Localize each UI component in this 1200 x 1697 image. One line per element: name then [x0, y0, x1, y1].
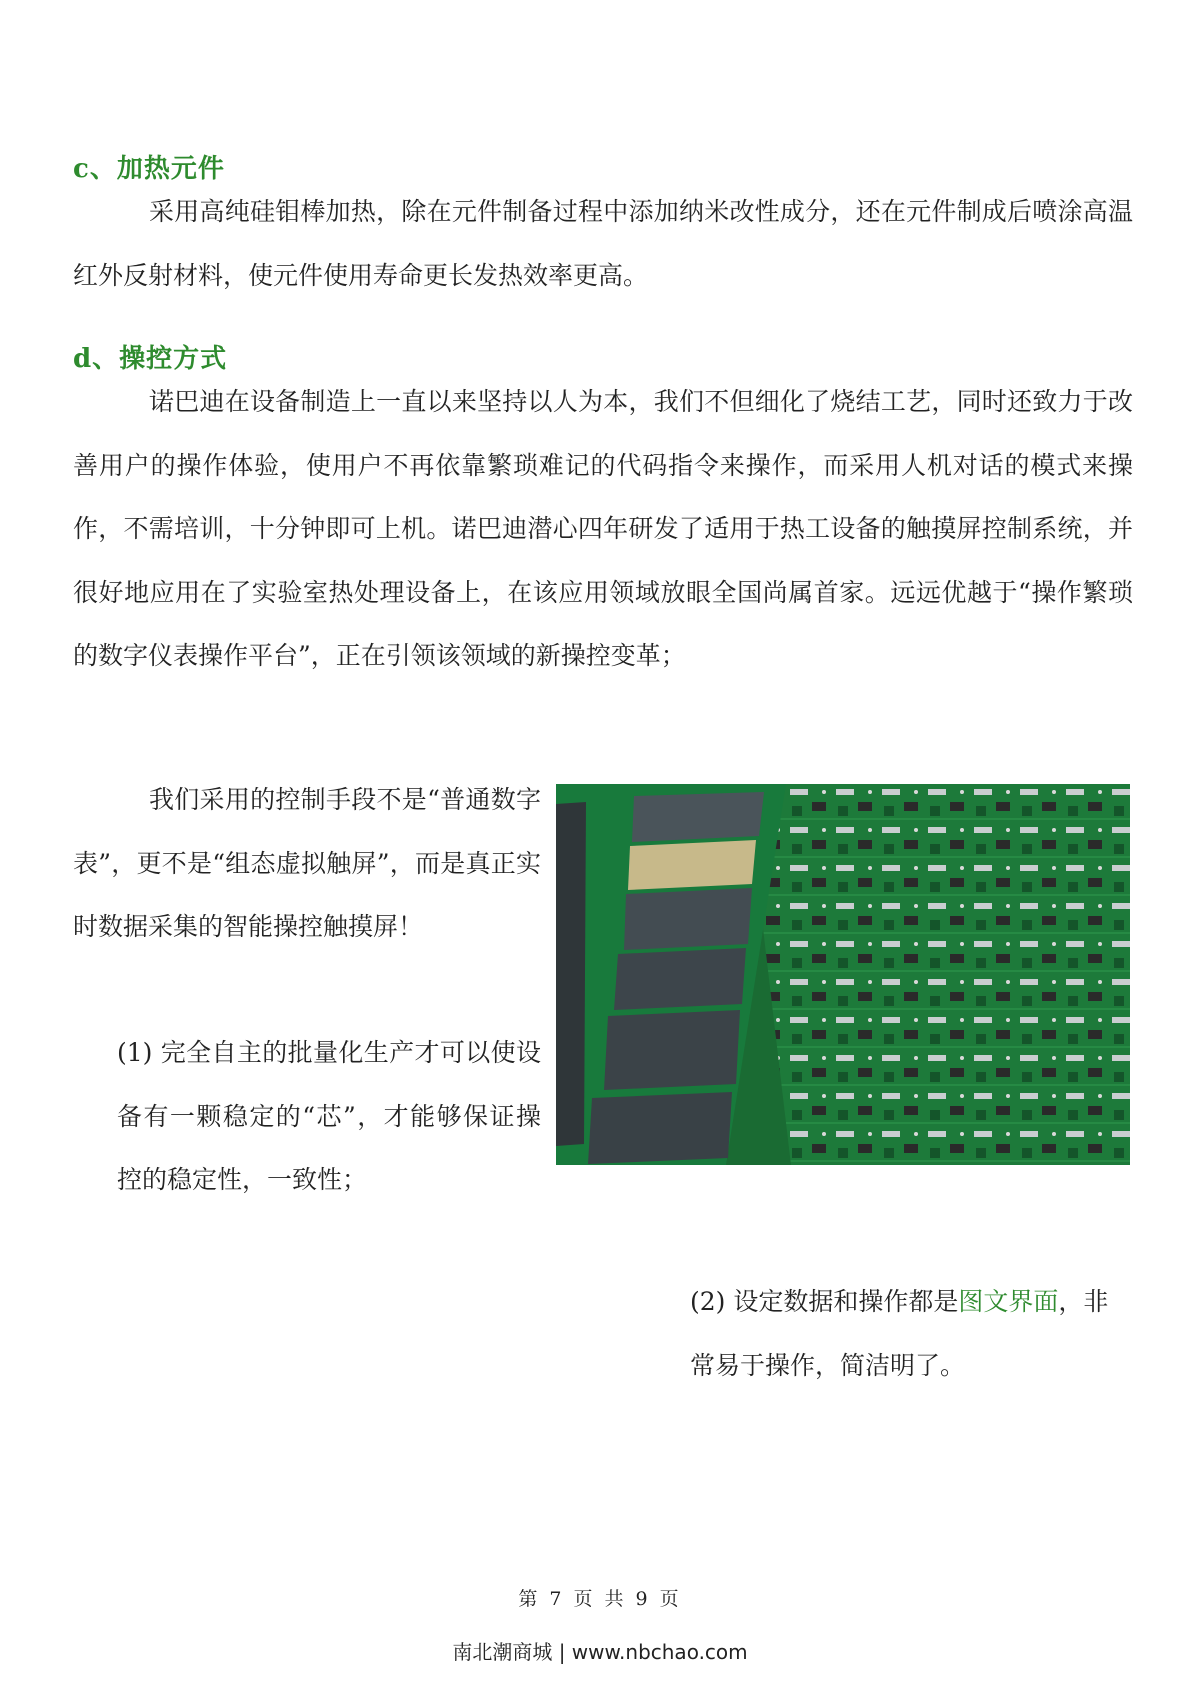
- list-item-1: (1) 完全自主的批量化生产才可以使设备有一颗稳定的“芯”，才能够保证操控的稳定性，一致性；: [117, 1038, 541, 1194]
- list-item-2-prefix: (2) 设定数据和操作都是: [690, 1287, 959, 1316]
- section-c-heading: c、加热元件: [73, 154, 225, 184]
- list-item-2-suffix: ，非常易于操作，简洁明了。: [690, 1287, 1109, 1380]
- site-footer: 南北潮商城 | www.nbchao.com: [452, 1640, 748, 1664]
- circuit-board-photo: [556, 784, 1130, 1165]
- section-d-heading: d、操控方式: [73, 344, 228, 374]
- graphic-interface-highlight: 图文界面: [958, 1287, 1059, 1316]
- section-d-body: 诺巴迪在设备制造上一直以来坚持以人为本，我们不但细化了烧结工艺，同时还致力于改善用户的操作体验，使用户不再依靠繁琐难记的代码指令来操作，而采用人机对话的模式来操作，不需培训，十分钟即可上机。诺巴迪潜心四年研发了适用于热工设备的触摸屏控制系统，并很好地应用在了实验室热处理设备上，在该应用领域放眼全国尚属首家。远远优越于“操作繁琐的数字仪表操作平台”，正在引领该领域的新操控变革；: [73, 387, 1133, 670]
- section-c-body: 采用高纯硅钼棒加热，除在元件制备过程中添加纳米改性成分，还在元件制成后喷涂高温红外反射材料，使元件使用寿命更长发热效率更高。: [73, 197, 1133, 290]
- list-item-2: [690, 1270, 1130, 1397]
- page-number: 第 7 页 共 9 页: [518, 1588, 682, 1610]
- control-intro-paragraph: 我们采用的控制手段不是“普通数字表”，更不是“组态虚拟触屏”，而是真正实时数据采集的智能操控触摸屏！: [73, 785, 541, 941]
